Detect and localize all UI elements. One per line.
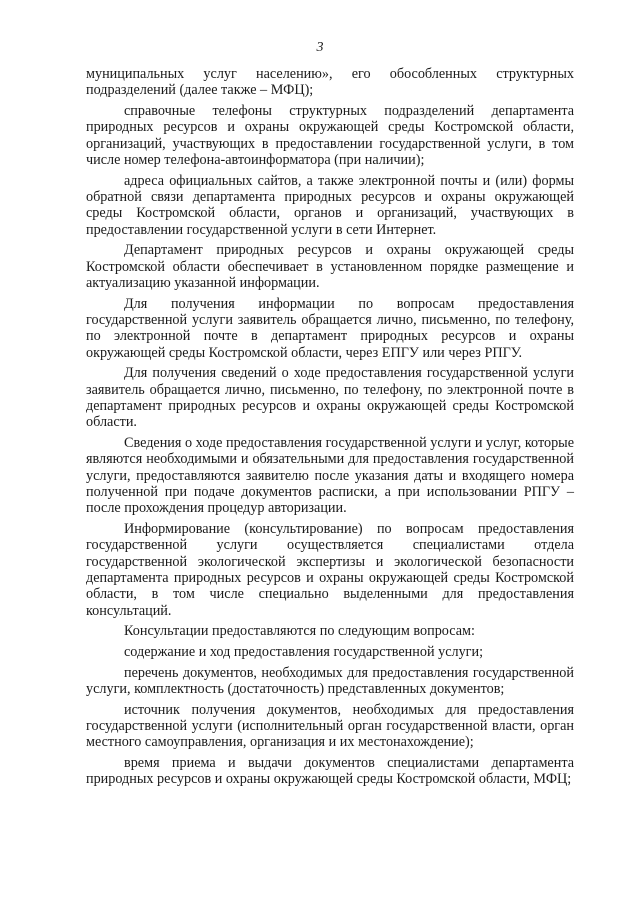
paragraph-progress-details: Сведения о ходе предоставления государственной услуги и услуг, которые являются необходимыми и обязательными для предоставления государственной услуги, предоставляются заявителю после указания даты и входящего номера полученной при подаче документов расписки, а при использовании РПГУ – после прохождения процедур авторизации. [86, 435, 574, 517]
paragraph-progress-request: Для получения сведений о ходе предоставления государственной услуги заявитель обращается лично, письменно, по телефону, по электронной почте в департамент природных ресурсов и охраны окружающей среды Костромской области. [86, 365, 574, 431]
list-item-documents-list: перечень документов, необходимых для предоставления государственной услуги, комплектность (достаточность) представленных документов; [86, 664, 574, 697]
page-number: 3 [316, 40, 324, 55]
paragraph-mfc-continuation: муниципальных услуг населению», его обособленных структурных подразделений (далее также – МФЦ); [86, 66, 574, 99]
list-item-documents-source: источник получения документов, необходимых для предоставления государственной услуги (исполнительный орган государственной власти, орган местного самоуправления, организация и их местонахождение); [86, 701, 574, 751]
paragraph-consulting-specialists: Информирование (консультирование) по вопросам предоставления государственной услуги осуществляется специалистами отдела государственной экологической экспертизы и экологической безопасности департамента природных ресурсов и охраны окружающей среды Костромской области, в том числе специально выделенными для предоставления консультаций. [86, 521, 574, 619]
document-body [86, 66, 574, 792]
list-item-service-content: содержание и ход предоставления государственной услуги; [124, 644, 484, 661]
paragraph-department-publishing: Департамент природных ресурсов и охраны окружающей среды Костромской области обеспечивает в установленном порядке размещение и актуализацию указанной информации. [86, 242, 574, 292]
paragraph-official-sites: адреса официальных сайтов, а также электронной почты и (или) формы обратной связи департамента природных ресурсов и охраны окружающей среды Костромской области, органов и организаций, участвующих в предоставлении государственной услуги в сети Интернет. [86, 172, 574, 238]
paragraph-consultation-topics: Консультации предоставляются по следующим вопросам: [124, 623, 475, 640]
list-item-reception-time: время приема и выдачи документов специалистами департамента природных ресурсов и охраны окружающей среды Костромской области, МФЦ; [86, 754, 574, 788]
paragraph-reference-phones: справочные телефоны структурных подразделений департамента природных ресурсов и охраны окружающей среды Костромской области, организаций, участвующих в предоставлении государственной услуги, в том числе номер телефона-автоинформатора (при наличии); [86, 102, 574, 169]
paragraph-information-request: Для получения информации по вопросам предоставления государственной услуги заявитель обращается лично, письменно, по телефону, по электронной почте в департамент природных ресурсов и охраны окружающей среды Костромской области, через ЕПГУ или через РПГУ. [86, 295, 574, 361]
